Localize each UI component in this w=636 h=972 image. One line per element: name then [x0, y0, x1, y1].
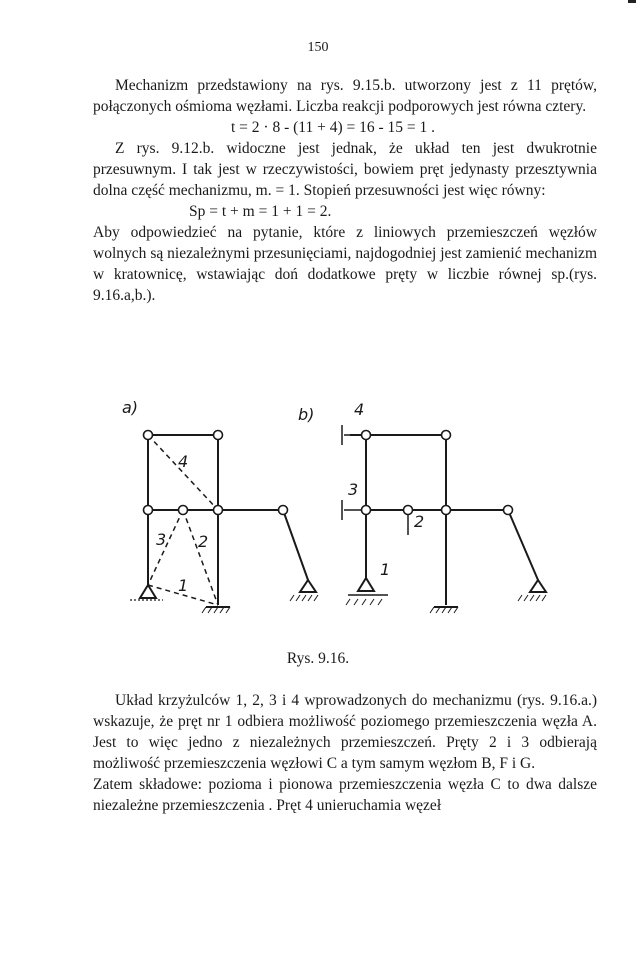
- joint-node: [214, 431, 223, 440]
- bar-label-4: 4: [354, 400, 365, 419]
- diagram-label-a: a): [122, 398, 139, 417]
- bar-label-3: 3: [348, 480, 359, 499]
- joint-node: [442, 431, 451, 440]
- paragraph: Mechanizm przedstawiony na rys. 9.15.b. utworzony jest z 11 prętów, połączonych ośmioma węzłami. Liczba reakcji podporowych jest równa cztery.: [93, 77, 597, 115]
- bar-label-4: 4: [178, 452, 189, 471]
- strut-line: [508, 510, 538, 580]
- paragraph: Aby odpowiedzieć na pytanie, które z liniowych przemieszczeń węzłów wolnych są niezależnymi przesunięciami, najdogodniej jest zamienić mechanizm w kratownicę, wstawiając doń dodatkowe pręty w liczbie równej sp.(rys. 9.16.a,b.).: [93, 224, 597, 304]
- joint-node: [442, 506, 451, 515]
- top-text-block: [93, 75, 597, 306]
- corner-mark: [628, 0, 636, 3]
- bar-label-2: 2: [414, 512, 425, 531]
- frame-diagrams: [118, 395, 568, 635]
- pin-support: [300, 580, 316, 592]
- diagonal-bar-4: [148, 435, 218, 510]
- joint-node: [362, 506, 371, 515]
- joint-node: [214, 506, 223, 515]
- figure-caption: Rys. 9.16.: [286, 650, 350, 667]
- joint-node: [404, 506, 413, 515]
- equation-t: t = 2 · 8 - (11 + 4) = 16 - 15 = 1 .: [231, 119, 436, 136]
- diagram-label-b: b): [298, 405, 315, 424]
- paragraph: Układ krzyżulców 1, 2, 3 i 4 wprowadzonych do mechanizmu (rys. 9.16.a.) wskazuje, że pręt nr 1 odbiera możliwość poziomego przemieszczenia węzła A. Jest to więc jedno z niezależnych przemieszczeń. Pręty 2 i 3 odbierają możliwość przemieszczenia węzłowi C a tym samym węzłom B, F i G.: [93, 692, 597, 772]
- bottom-text-block: [93, 690, 597, 816]
- diagonal-bar-2: [183, 510, 218, 605]
- joint-node: [504, 506, 513, 515]
- joint-node: [362, 431, 371, 440]
- bar-label-3: 3: [156, 530, 167, 549]
- bar-label-2: 2: [198, 532, 209, 551]
- joint-node: [179, 506, 188, 515]
- bar-label-1: 1: [380, 560, 391, 579]
- pin-support: [140, 585, 156, 598]
- paragraph: Zatem składowe: pozioma i pionowa przemieszczenia węzła C to dwa dalsze niezależne przemieszczenia . Pręt 4 unieruchamia węzeł: [93, 776, 597, 814]
- pin-support: [530, 580, 546, 592]
- paragraph: Z rys. 9.12.b. widoczne jest jednak, że układ ten jest dwukrotnie przesuwnym. I tak jest w rzeczywistości, bowiem pręt jedynasty przesztywnia dolna część mechanizmu, m. = 1. Stopień przesuwności jest więc równy:: [93, 140, 597, 199]
- pin-support: [358, 578, 374, 591]
- equation-sp: Sp = t + m = 1 + 1 = 2.: [189, 203, 332, 220]
- joint-node: [144, 431, 153, 440]
- joint-node: [144, 506, 153, 515]
- strut-line: [283, 510, 308, 580]
- figure-9-16: [118, 395, 568, 635]
- bar-label-1: 1: [178, 576, 189, 595]
- joint-node: [279, 506, 288, 515]
- page-number: 150: [307, 40, 329, 55]
